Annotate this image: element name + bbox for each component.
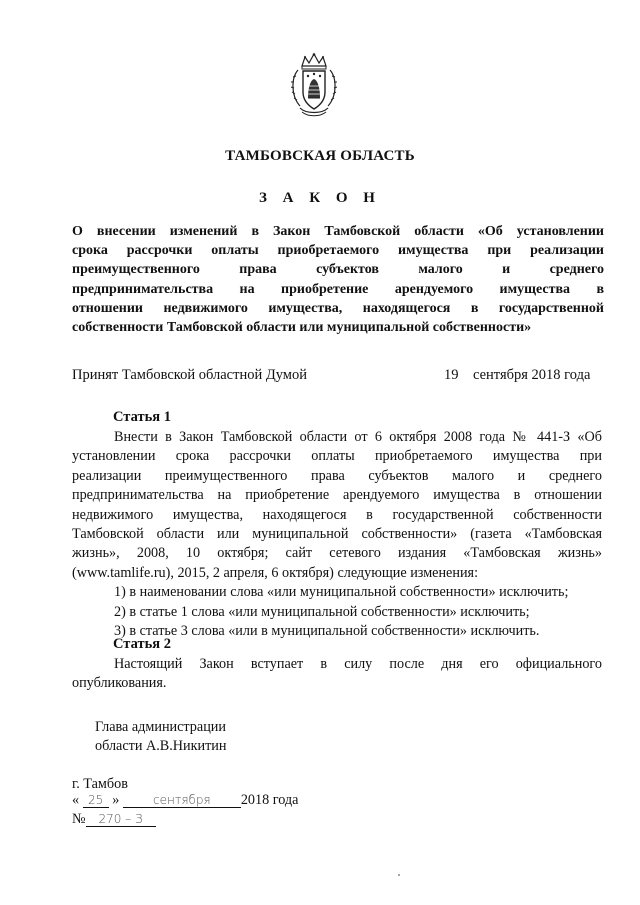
- article-1-body: [72, 428, 602, 641]
- region-heading: ТАМБОВСКАЯ ОБЛАСТЬ: [225, 148, 415, 164]
- article-1-line: Внести в Закон Тамбовской области от 6 октября 2008 года № 441-З «Об: [114, 429, 602, 445]
- article-1-line: реализации преимущественного права субъектов малого и среднего: [72, 467, 602, 484]
- signing-month: сентября: [123, 793, 241, 808]
- article-2-heading: Статья 2: [113, 636, 171, 652]
- article-1-line: установлении срока рассрочки оплаты приобретаемого имущества при: [72, 448, 602, 465]
- article-1-line: недвижимого имущества, находящегося в государственной собственности: [72, 506, 602, 523]
- signatory-name: области А.В.Никитин: [95, 738, 227, 754]
- coat-of-arms-emblem: [288, 52, 340, 118]
- law-title-line: срока рассрочки оплаты приобретаемого имущества при реализации: [72, 243, 604, 259]
- law-title-line: отношении недвижимого имущества, находящегося в государственной: [72, 300, 604, 316]
- article-2-body: [72, 655, 602, 694]
- article-1-line: (www.tamlife.ru), 2015, 2 апреля, 6 октября) следующие изменения:: [72, 564, 479, 581]
- law-title-line: собственности Тамбовской области или муниципальной собственности»: [72, 320, 532, 336]
- law-title-line: предпринимательства на приобретение арендуемого имущества в: [72, 281, 604, 297]
- adoption-day: 19: [444, 367, 459, 383]
- signing-day: 25: [83, 793, 109, 808]
- law-title: [72, 222, 604, 337]
- article-1-heading: Статья 1: [113, 409, 171, 425]
- law-title-line: О внесении изменений в Закон Тамбовской области «Об установлении: [72, 224, 604, 239]
- quote-open: «: [72, 792, 80, 808]
- quote-close: »: [112, 792, 120, 808]
- adoption-month-year: сентября 2018 года: [473, 367, 591, 383]
- article-1-item: 2) в статье 1 слова «или муниципальной собственности» исключить;: [114, 603, 530, 620]
- signatory-position: Глава администрации: [95, 719, 226, 735]
- law-heading: З А К О Н: [259, 190, 381, 206]
- adoption-line: [72, 367, 602, 384]
- number-sign: №: [72, 811, 86, 827]
- law-title-line: преимущественного права субъектов малого и среднего: [72, 262, 604, 278]
- article-1-item: 3) в статье 3 слова «или в муниципальной собственности» исключить.: [114, 623, 540, 640]
- article-1-line: Тамбовской области или муниципальной собственности» (газета «Тамбовская: [72, 526, 602, 543]
- signing-year: 2018 года: [240, 792, 299, 808]
- signature-block: [95, 718, 226, 756]
- signing-date: [72, 792, 298, 809]
- article-2-line: опубликования.: [72, 675, 167, 692]
- article-2-line: Настоящий Закон вступает в силу после дня его официального: [114, 656, 602, 672]
- adoption-label: Принят Тамбовской областной Думой: [72, 367, 307, 383]
- signing-place: г. Тамбов: [72, 776, 128, 792]
- article-1-item: 1) в наименовании слова «или муниципальной собственности» исключить;: [114, 584, 569, 601]
- law-number: [72, 811, 156, 828]
- law-number-value: 270 – З: [86, 812, 156, 827]
- adoption-date: [444, 367, 590, 384]
- article-1-line: жизнь», 2008, 10 октября; сайт сетевого издания «Тамбовская жизнь»: [72, 545, 602, 562]
- scan-speck: [398, 874, 400, 876]
- article-1-line: предпринимательства на приобретение арендуемого имущества в отношении: [72, 487, 602, 504]
